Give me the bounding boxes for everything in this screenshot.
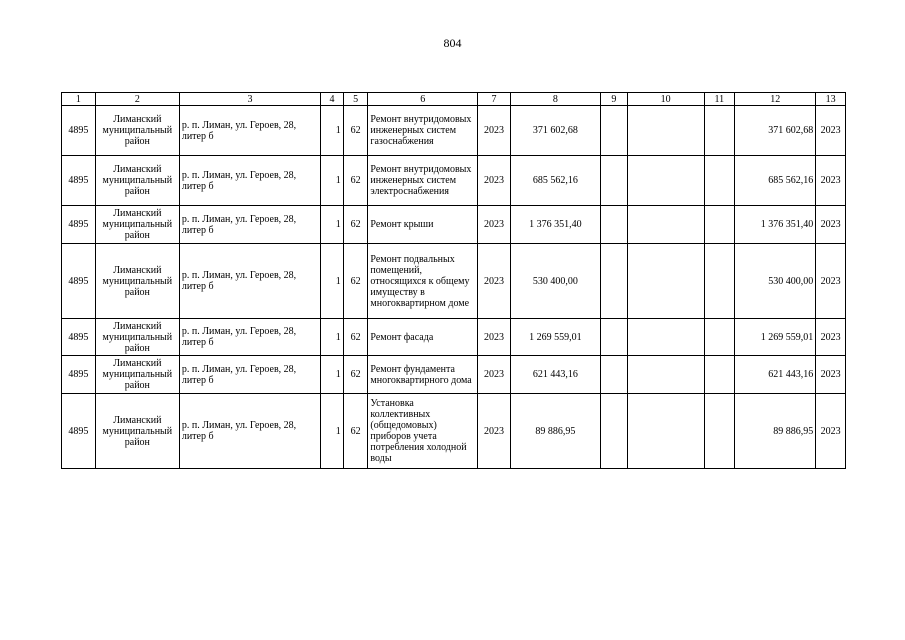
- cell-col-3: р. п. Лиман, ул. Героев, 28, литер б: [179, 156, 320, 206]
- table-row: [62, 394, 846, 469]
- cell-col-7: 2023: [478, 244, 511, 319]
- cell-col-7: 2023: [478, 394, 511, 469]
- column-header: 3: [179, 93, 320, 106]
- cell-col-6: Ремонт внутридомовых инженерных систем газоснабжения: [368, 106, 478, 156]
- header-row: [62, 93, 846, 106]
- cell-col-1: 4895: [62, 356, 96, 394]
- cell-col-6: Установка коллективных (общедомовых) приборов учета потребления холодной воды: [368, 394, 478, 469]
- cell-col-12: 1 376 351,40: [735, 206, 816, 244]
- cell-col-2: Лиманский муниципальный район: [95, 319, 179, 356]
- cell-col-6: Ремонт подвальных помещений, относящихся к общему имуществу в многоквартирном доме: [368, 244, 478, 319]
- cell-col-10: [627, 206, 704, 244]
- cell-col-11: [704, 356, 735, 394]
- table-row: [62, 156, 846, 206]
- column-header: 13: [816, 93, 846, 106]
- cell-col-12: 685 562,16: [735, 156, 816, 206]
- cell-col-1: 4895: [62, 106, 96, 156]
- cell-col-13: 2023: [816, 394, 846, 469]
- cell-col-2: Лиманский муниципальный район: [95, 394, 179, 469]
- column-header: 12: [735, 93, 816, 106]
- cell-col-10: [627, 356, 704, 394]
- cell-col-7: 2023: [478, 206, 511, 244]
- cell-col-5: 62: [343, 244, 368, 319]
- cell-col-5: 62: [343, 106, 368, 156]
- cell-col-13: 2023: [816, 106, 846, 156]
- column-header: 2: [95, 93, 179, 106]
- cell-col-8: 621 443,16: [510, 356, 600, 394]
- data-table: [61, 92, 846, 469]
- table-row: [62, 206, 846, 244]
- table-row: [62, 356, 846, 394]
- cell-col-4: 1: [321, 319, 344, 356]
- cell-col-13: 2023: [816, 244, 846, 319]
- cell-col-1: 4895: [62, 244, 96, 319]
- cell-col-2: Лиманский муниципальный район: [95, 106, 179, 156]
- cell-col-11: [704, 206, 735, 244]
- cell-col-8: 530 400,00: [510, 244, 600, 319]
- cell-col-8: 89 886,95: [510, 394, 600, 469]
- cell-col-12: 1 269 559,01: [735, 319, 816, 356]
- cell-col-11: [704, 244, 735, 319]
- cell-col-2: Лиманский муниципальный район: [95, 356, 179, 394]
- cell-col-4: 1: [321, 356, 344, 394]
- cell-col-9: [601, 319, 628, 356]
- page-number: 804: [443, 36, 462, 50]
- cell-col-4: 1: [321, 156, 344, 206]
- cell-col-11: [704, 319, 735, 356]
- cell-col-5: 62: [343, 356, 368, 394]
- cell-col-1: 4895: [62, 319, 96, 356]
- column-header: 9: [601, 93, 628, 106]
- column-header: 8: [510, 93, 600, 106]
- cell-col-9: [601, 106, 628, 156]
- column-header: 7: [478, 93, 511, 106]
- cell-col-6: Ремонт крыши: [368, 206, 478, 244]
- cell-col-4: 1: [321, 206, 344, 244]
- cell-col-10: [627, 244, 704, 319]
- cell-col-4: 1: [321, 244, 344, 319]
- cell-col-7: 2023: [478, 356, 511, 394]
- cell-col-7: 2023: [478, 319, 511, 356]
- cell-col-6: Ремонт фундамента многоквартирного дома: [368, 356, 478, 394]
- cell-col-4: 1: [321, 394, 344, 469]
- cell-col-3: р. п. Лиман, ул. Героев, 28, литер б: [179, 394, 320, 469]
- cell-col-7: 2023: [478, 156, 511, 206]
- cell-col-13: 2023: [816, 319, 846, 356]
- cell-col-9: [601, 356, 628, 394]
- column-header: 4: [321, 93, 344, 106]
- cell-col-5: 62: [343, 394, 368, 469]
- cell-col-3: р. п. Лиман, ул. Героев, 28, литер б: [179, 106, 320, 156]
- cell-col-12: 530 400,00: [735, 244, 816, 319]
- cell-col-10: [627, 319, 704, 356]
- cell-col-8: 371 602,68: [510, 106, 600, 156]
- cell-col-11: [704, 394, 735, 469]
- cell-col-5: 62: [343, 319, 368, 356]
- cell-col-9: [601, 394, 628, 469]
- cell-col-2: Лиманский муниципальный район: [95, 244, 179, 319]
- cell-col-8: 685 562,16: [510, 156, 600, 206]
- cell-col-1: 4895: [62, 156, 96, 206]
- cell-col-10: [627, 394, 704, 469]
- table-row: [62, 319, 846, 356]
- cell-col-4: 1: [321, 106, 344, 156]
- cell-col-8: 1 376 351,40: [510, 206, 600, 244]
- cell-col-9: [601, 206, 628, 244]
- cell-col-6: Ремонт внутридомовых инженерных систем электроснабжения: [368, 156, 478, 206]
- cell-col-7: 2023: [478, 106, 511, 156]
- cell-col-9: [601, 156, 628, 206]
- column-header: 10: [627, 93, 704, 106]
- cell-col-8: 1 269 559,01: [510, 319, 600, 356]
- cell-col-3: р. п. Лиман, ул. Героев, 28, литер б: [179, 356, 320, 394]
- cell-col-10: [627, 106, 704, 156]
- cell-col-5: 62: [343, 206, 368, 244]
- cell-col-3: р. п. Лиман, ул. Героев, 28, литер б: [179, 319, 320, 356]
- cell-col-12: 371 602,68: [735, 106, 816, 156]
- cell-col-10: [627, 156, 704, 206]
- table-row: [62, 106, 846, 156]
- cell-col-13: 2023: [816, 206, 846, 244]
- cell-col-1: 4895: [62, 394, 96, 469]
- column-header: 5: [343, 93, 368, 106]
- cell-col-13: 2023: [816, 156, 846, 206]
- cell-col-2: Лиманский муниципальный район: [95, 206, 179, 244]
- cell-col-2: Лиманский муниципальный район: [95, 156, 179, 206]
- cell-col-3: р. п. Лиман, ул. Героев, 28, литер б: [179, 206, 320, 244]
- cell-col-6: Ремонт фасада: [368, 319, 478, 356]
- cell-col-12: 89 886,95: [735, 394, 816, 469]
- cell-col-9: [601, 244, 628, 319]
- cell-col-3: р. п. Лиман, ул. Героев, 28, литер б: [179, 244, 320, 319]
- column-header: 1: [62, 93, 96, 106]
- table-row: [62, 244, 846, 319]
- column-header: 6: [368, 93, 478, 106]
- cell-col-12: 621 443,16: [735, 356, 816, 394]
- cell-col-11: [704, 156, 735, 206]
- cell-col-13: 2023: [816, 356, 846, 394]
- cell-col-5: 62: [343, 156, 368, 206]
- cell-col-11: [704, 106, 735, 156]
- column-header: 11: [704, 93, 735, 106]
- cell-col-1: 4895: [62, 206, 96, 244]
